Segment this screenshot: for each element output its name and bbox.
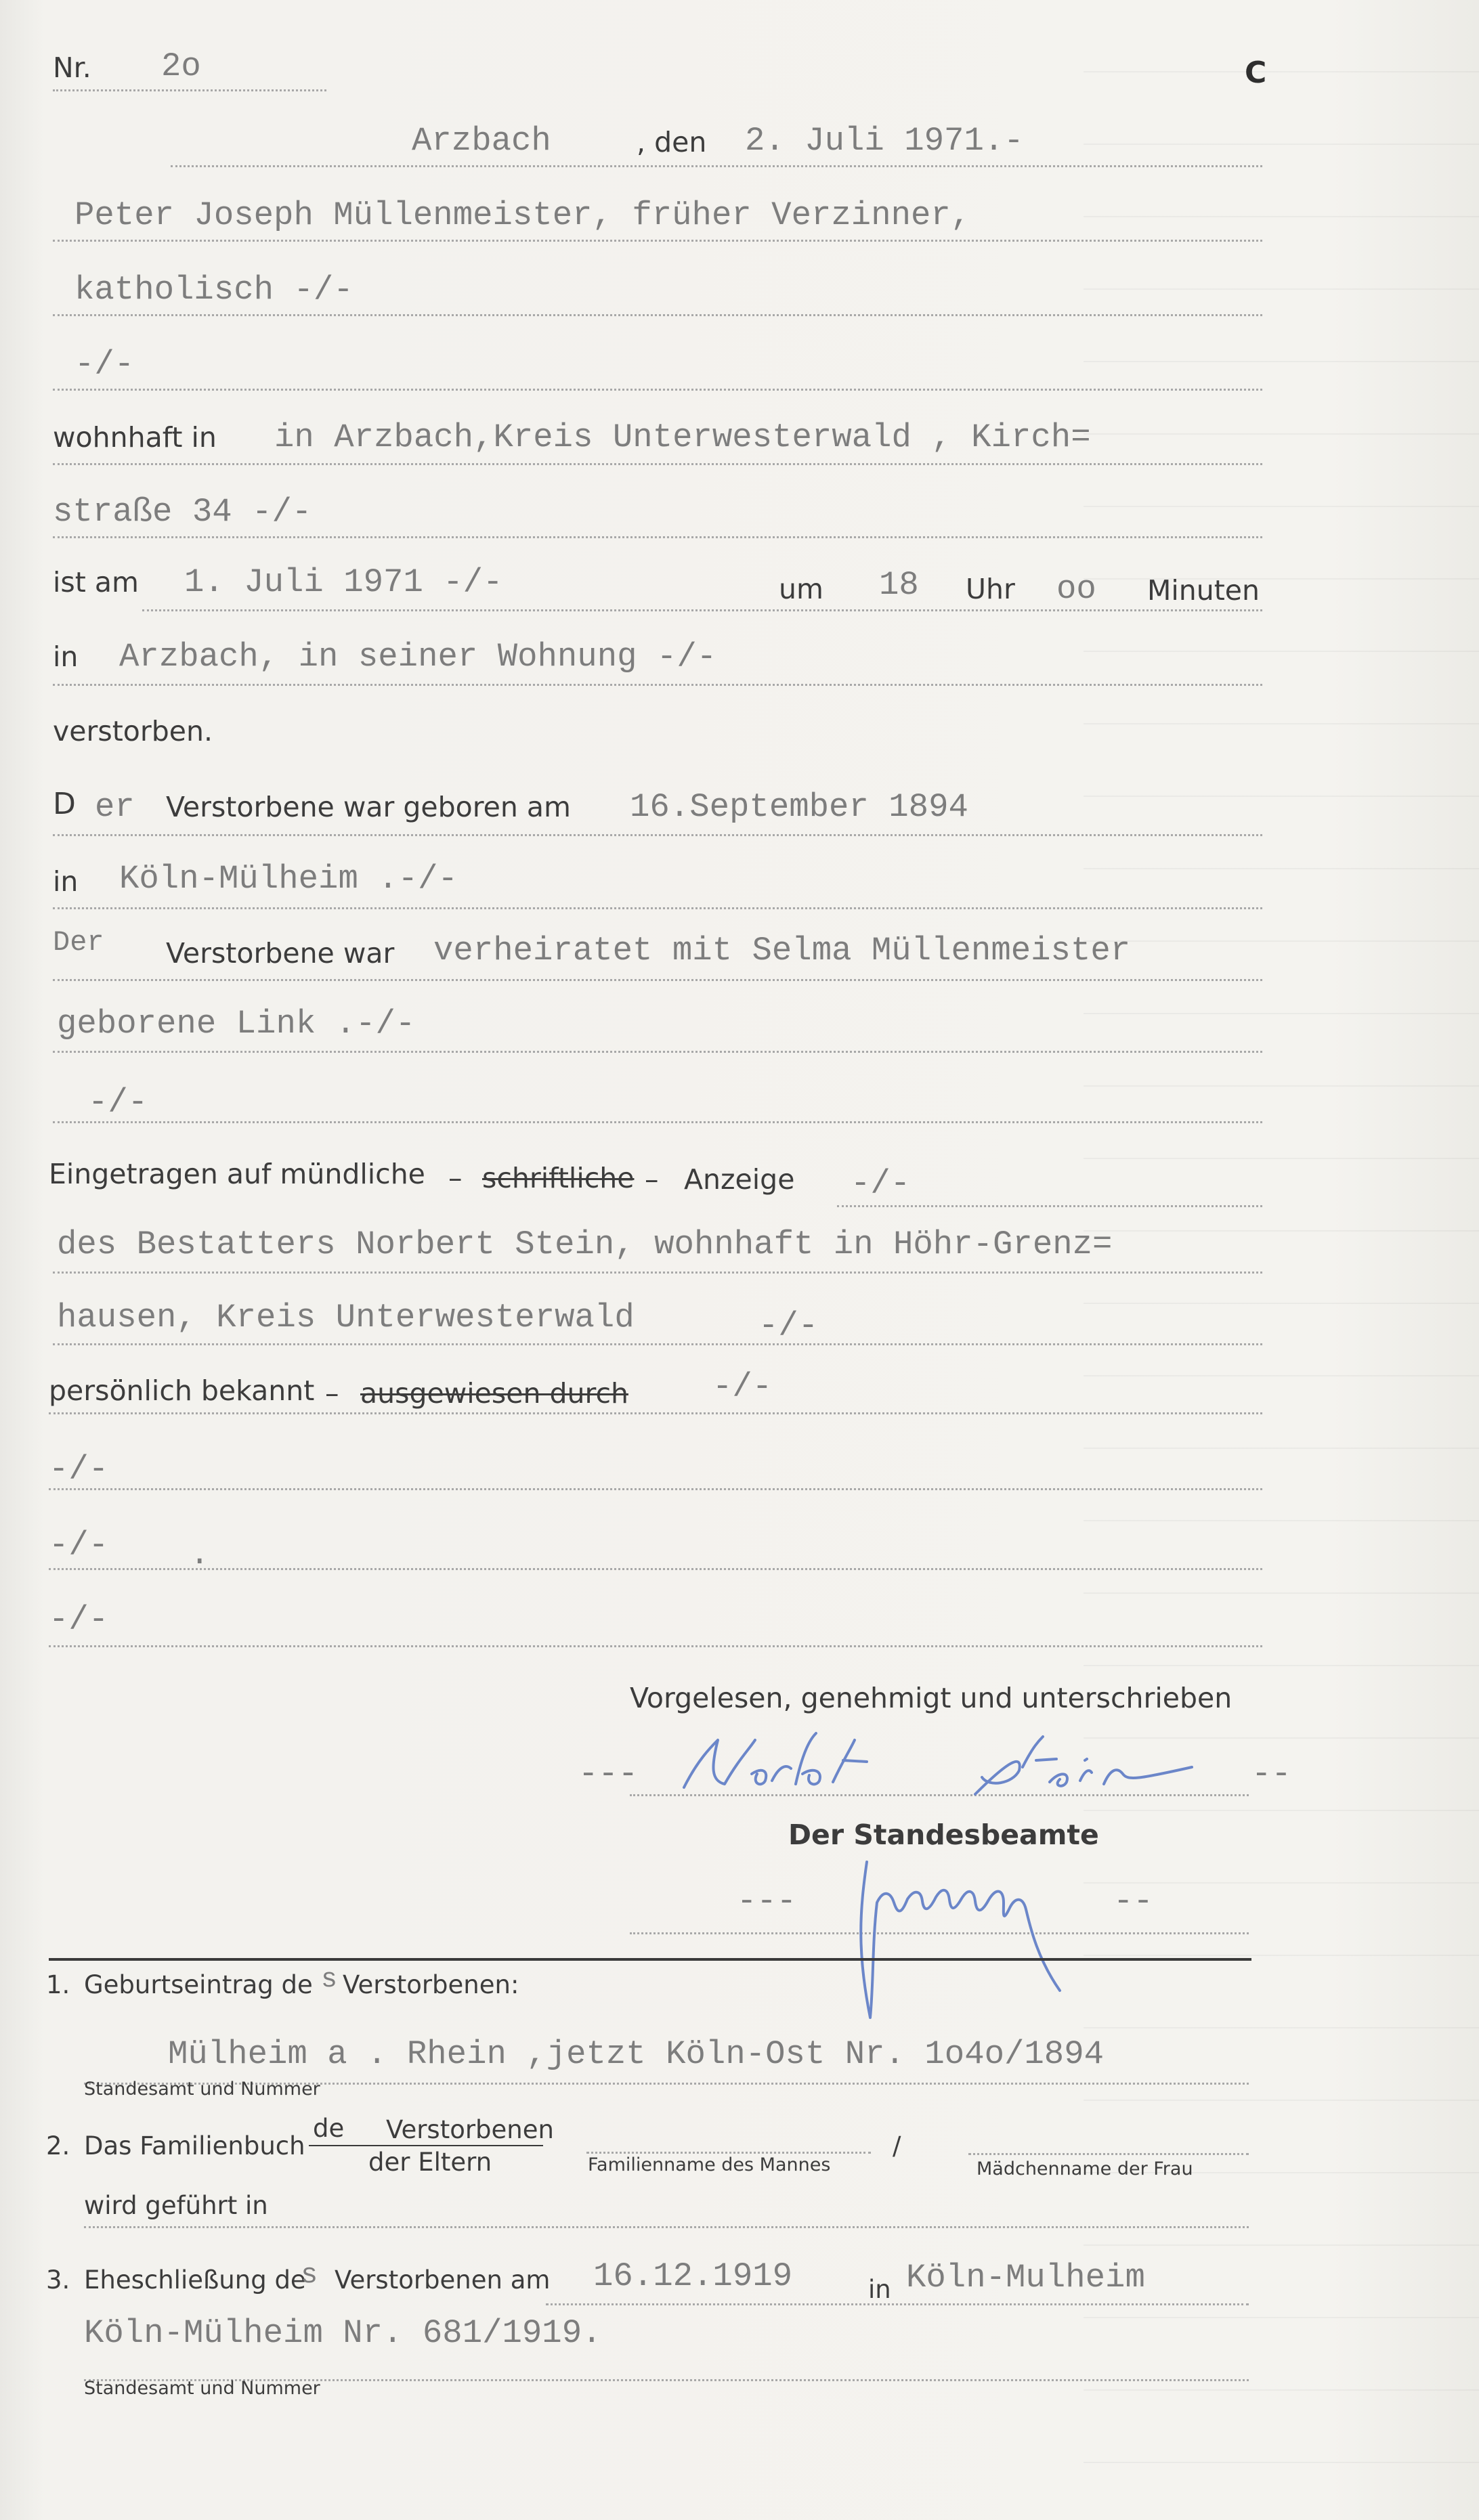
- nr-value: 2o: [161, 47, 201, 85]
- item2-number: 2.: [46, 2131, 70, 2160]
- standesbeamte-label: Der Standesbeamte: [788, 1819, 1099, 1851]
- standesamt-label-1: Standesamt und Nummer: [84, 2079, 320, 2100]
- standesamt-label-2: Standesamt und Nummer: [84, 2378, 320, 2399]
- birth-date: 16.September 1894: [630, 788, 968, 826]
- residence-line: [53, 463, 1262, 465]
- death-date: 1. Juli 1971 -/-: [184, 563, 503, 601]
- item3-place: Köln-Mulheim: [906, 2259, 1145, 2297]
- sig2-right-dashes: --: [1113, 1882, 1153, 1920]
- schriftliche-label: schriftliche: [482, 1162, 635, 1194]
- item3-number: 3.: [46, 2265, 70, 2295]
- item3-label-b: Verstorbenen am: [335, 2265, 551, 2295]
- death-line: [142, 609, 1262, 611]
- death-minutes: oo: [1056, 570, 1096, 608]
- bekannt-value: -/-: [712, 1368, 773, 1406]
- marriage-d-prefix: Der: [53, 926, 104, 959]
- ist-am-label: ist am: [53, 566, 139, 599]
- geboren-label: Verstorbene war geboren am: [166, 791, 571, 823]
- item3-label-a: Eheschließung de: [84, 2265, 306, 2295]
- item2-eltern: der Eltern: [368, 2148, 492, 2177]
- birth-place: Köln-Mülheim .-/-: [119, 860, 458, 898]
- religion-line: [53, 314, 1262, 316]
- uhr-label: Uhr: [966, 573, 1015, 605]
- item1-label-a: Geburtseintrag de: [84, 1970, 313, 1999]
- item1-label-s: s: [321, 1965, 338, 1995]
- item2-gefuehrt-line: [84, 2226, 1249, 2228]
- report-dash-2: –: [645, 1163, 659, 1196]
- sig2-left-dashes: ---: [737, 1882, 797, 1920]
- vorgelesen-label: Vorgelesen, genehmigt und unterschrieben: [630, 1682, 1232, 1714]
- item2-verstorbenen: Verstorbenen: [386, 2115, 554, 2144]
- verstorbene-war-label: Verstorbene war: [166, 937, 395, 970]
- report-dash-1: –: [448, 1162, 463, 1194]
- item2-label: Das Familienbuch: [84, 2131, 305, 2160]
- item2-gefuehrt: wird geführt in: [84, 2191, 268, 2220]
- ausgewiesen-label: ausgewiesen durch: [360, 1377, 628, 1410]
- footer-divider: [49, 1958, 1251, 1961]
- marriage-line: [53, 979, 1262, 981]
- religion-value: katholisch -/-: [74, 271, 353, 309]
- item2-slash: /: [893, 2131, 901, 2160]
- death-place-line: [53, 684, 1262, 686]
- standesbeamte-signature: [819, 1848, 1104, 2051]
- extra-line: [53, 389, 1262, 391]
- date-line: [171, 165, 1262, 167]
- bekannt-line: [49, 1412, 1262, 1414]
- item3-line: [546, 2303, 1249, 2305]
- birth-d-prefix: D: [53, 787, 76, 821]
- item3-label-s: s: [301, 2259, 318, 2291]
- minuten-label: Minuten: [1147, 574, 1260, 607]
- marriage-line2-rule: [53, 1051, 1262, 1053]
- sig1-right-dashes: --: [1251, 1755, 1291, 1793]
- bleed-through-shadow: [1084, 0, 1479, 2520]
- blank-line2-rule: [49, 1568, 1262, 1570]
- item1-number: 1.: [46, 1970, 70, 1999]
- marriage-line-3: -/-: [88, 1083, 148, 1121]
- nr-label: Nr.: [53, 51, 91, 84]
- death-place: Arzbach, in seiner Wohnung -/-: [119, 638, 717, 676]
- wohnhaft-label: wohnhaft in: [53, 421, 217, 454]
- death-in-label: in: [53, 640, 79, 673]
- marriage-line-2: geborene Link .-/-: [57, 1005, 416, 1043]
- residence-line-2: straße 34 -/-: [53, 493, 312, 531]
- blank-line-1: -/-: [49, 1450, 109, 1488]
- birth-place-line: [53, 907, 1262, 909]
- date-value: 2. Juli 1971.-: [745, 122, 1024, 160]
- corner-letter: C: [1245, 56, 1267, 90]
- um-label: um: [779, 573, 823, 605]
- verstorben-label: verstorben.: [53, 715, 213, 747]
- residence-line2-rule: [53, 536, 1262, 538]
- item2-de: de: [313, 2114, 345, 2143]
- blank-line3-rule: [49, 1645, 1262, 1647]
- item1-value: Mülheim a . Rhein ,jetzt Köln-Ost Nr. 1o4o/1894: [168, 2035, 1105, 2073]
- norbert-stein-signature: [670, 1720, 1212, 1808]
- report-line-1: des Bestatters Norbert Stein, wohnhaft in Höhr-Grenz=: [57, 1225, 1113, 1263]
- blank-line-2: -/-: [49, 1526, 109, 1564]
- item2-frau-line: [968, 2153, 1249, 2155]
- death-hour: 18: [879, 566, 919, 604]
- blank-line-3: -/-: [49, 1601, 109, 1638]
- item3-value: Köln-Mülheim Nr. 681/1919.: [84, 2314, 602, 2352]
- item3-date: 16.12.1919: [593, 2257, 793, 2295]
- name-line: [53, 240, 1262, 242]
- marriage-line3-rule: [53, 1121, 1262, 1123]
- blank-line1-rule: [49, 1488, 1262, 1490]
- den-label: , den: [637, 126, 707, 158]
- bekannt-label: persönlich bekannt: [49, 1374, 315, 1407]
- extra-value: -/-: [74, 345, 135, 383]
- blank-line-2-dot: .: [190, 1536, 210, 1573]
- marital-status: verheiratet mit Selma Müllenmeister: [433, 932, 1131, 970]
- item2-fraction-bar: [309, 2145, 543, 2146]
- item2-frau-label: Mädchenname der Frau: [977, 2158, 1193, 2179]
- birth-d-suffix: er: [95, 788, 135, 826]
- item3-in: in: [868, 2275, 891, 2304]
- eingetragen-label: Eingetragen auf mündliche: [49, 1158, 425, 1190]
- anzeige-label: Anzeige: [684, 1163, 795, 1196]
- sig1-left-dashes: ---: [578, 1755, 639, 1793]
- report-line1-rule: [53, 1272, 1262, 1274]
- residence-line-1: in Arzbach,Kreis Unterwesterwald , Kirch=: [274, 418, 1091, 456]
- report-line-2-mark: -/-: [758, 1307, 819, 1345]
- item1-label-b: Verstorbenen:: [343, 1970, 519, 1999]
- item2-mannes-label: Familienname des Mannes: [588, 2154, 831, 2175]
- place-value: Arzbach: [412, 122, 551, 160]
- item2-mannes-line: [586, 2152, 871, 2154]
- report-dash-3: –: [325, 1377, 339, 1410]
- anzeige-value: -/-: [851, 1165, 911, 1202]
- birth-line: [53, 834, 1262, 836]
- deceased-name: Peter Joseph Müllenmeister, früher Verzinner,: [74, 196, 971, 234]
- birth-in-label: in: [53, 865, 79, 898]
- nr-line: [53, 89, 326, 91]
- report-line-2: hausen, Kreis Unterwesterwald: [57, 1299, 635, 1337]
- report-line2-rule: [53, 1343, 1262, 1345]
- anzeige-line: [837, 1205, 1262, 1207]
